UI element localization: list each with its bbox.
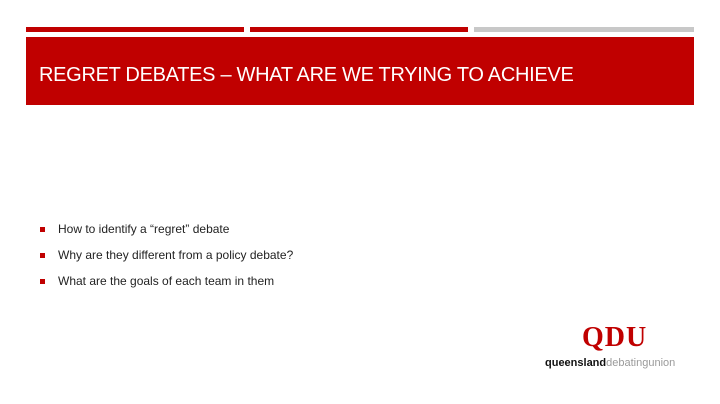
bullet-list xyxy=(40,216,293,294)
bullet-text: How to identify a “regret” debate xyxy=(58,222,230,236)
bullet-item xyxy=(40,242,293,268)
square-bullet-icon xyxy=(40,227,45,232)
slide-title: REGRET DEBATES – WHAT ARE WE TRYING TO ACHIEVE xyxy=(39,63,574,86)
accent-bar-right xyxy=(474,27,694,32)
square-bullet-icon xyxy=(40,279,45,284)
qdu-logo xyxy=(540,322,690,372)
logo-wordmark-debatingunion: debatingunion xyxy=(606,357,676,369)
square-bullet-icon xyxy=(40,253,45,258)
logo-wordmark-queensland: queensland xyxy=(545,357,607,369)
bullet-item xyxy=(40,216,293,242)
accent-bar-left xyxy=(26,27,244,32)
logo-wordmark xyxy=(545,357,675,369)
bullet-item xyxy=(40,268,293,294)
bullet-text: Why are they different from a policy debate? xyxy=(58,248,294,262)
title-band xyxy=(26,37,694,105)
accent-bar-middle xyxy=(250,27,468,32)
logo-mark: QDU xyxy=(582,322,648,353)
bullet-text: What are the goals of each team in them xyxy=(58,274,275,288)
